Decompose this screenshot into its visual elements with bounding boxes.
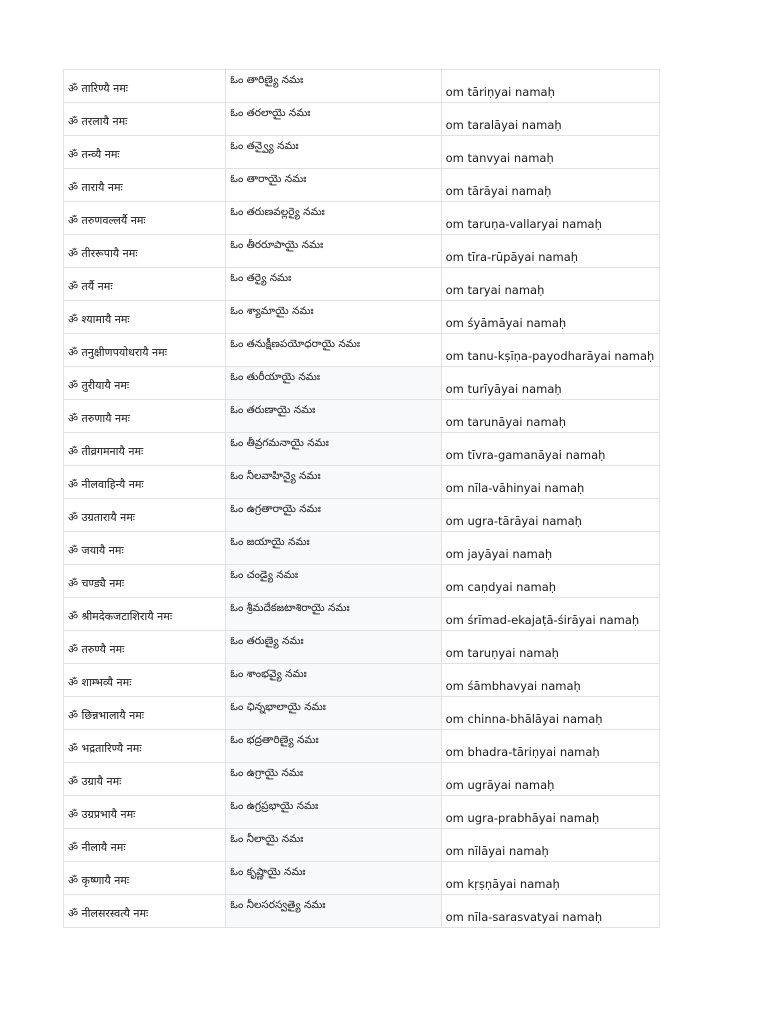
- transliteration-cell: [441, 400, 659, 433]
- devanagari-cell-text: ॐ उग्रप्रभायै नमः: [68, 808, 136, 821]
- transliteration-cell: [441, 235, 659, 268]
- telugu-cell: [226, 169, 441, 202]
- telugu-cell-text: ఓం కృష్ణాయై నమః: [230, 866, 306, 878]
- transliteration-cell: [441, 697, 659, 730]
- table-row: [64, 895, 660, 928]
- devanagari-cell: [64, 664, 226, 697]
- devanagari-cell: [64, 70, 226, 103]
- devanagari-cell-text: ॐ तनुक्षीणपयोधरायै नमः: [68, 346, 167, 359]
- telugu-cell: [226, 103, 441, 136]
- telugu-cell: [226, 268, 441, 301]
- table-row: [64, 664, 660, 697]
- devanagari-cell-text: ॐ तरलायै नमः: [68, 115, 128, 128]
- table-row: [64, 202, 660, 235]
- telugu-cell-text: ఓం తీవ్రగమనాయై నమః: [230, 437, 329, 449]
- telugu-cell-text: ఓం భద్రతారిణ్యై నమః: [230, 734, 319, 746]
- telugu-cell: [226, 301, 441, 334]
- devanagari-cell-text: ॐ शाम्भव्यै नमः: [68, 676, 132, 689]
- devanagari-cell: [64, 598, 226, 631]
- telugu-cell: [226, 70, 441, 103]
- transliteration-cell: [441, 466, 659, 499]
- devanagari-cell: [64, 103, 226, 136]
- transliteration-cell-text: om tīra-rūpāyai namaḥ: [445, 250, 579, 264]
- transliteration-cell: [441, 334, 659, 367]
- devanagari-cell-text: ॐ तरुणायै नमः: [68, 412, 130, 425]
- transliteration-cell: [441, 730, 659, 763]
- table-row: [64, 268, 660, 301]
- telugu-cell-text: ఓం శాంభవ్యై నమః: [230, 668, 307, 680]
- telugu-cell-text: ఓం నీలసరస్వత్యై నమః: [230, 899, 326, 911]
- transliteration-cell-text: om tāriṇyai namaḥ: [445, 85, 555, 99]
- transliteration-cell: [441, 136, 659, 169]
- table-row: [64, 301, 660, 334]
- devanagari-cell: [64, 631, 226, 664]
- telugu-cell: [226, 796, 441, 829]
- transliteration-cell: [441, 565, 659, 598]
- devanagari-cell-text: ॐ तरुण्यै नमः: [68, 643, 125, 656]
- table-row: [64, 862, 660, 895]
- telugu-cell-text: ఓం తన్వ్యై నమః: [230, 140, 299, 152]
- devanagari-cell: [64, 532, 226, 565]
- devanagari-cell: [64, 136, 226, 169]
- transliteration-cell: [441, 895, 659, 928]
- transliteration-cell-text: om turīyāyai namaḥ: [445, 382, 562, 396]
- transliteration-cell-text: om chinna-bhālāyai namaḥ: [445, 712, 603, 726]
- telugu-cell-text: ఓం ఛిన్నభాలాయై నమః: [230, 701, 326, 713]
- transliteration-cell-text: om tanvyai namaḥ: [445, 151, 554, 165]
- transliteration-cell: [441, 202, 659, 235]
- devanagari-cell-text: ॐ नीलायै नमः: [68, 841, 126, 854]
- telugu-cell: [226, 466, 441, 499]
- telugu-cell-text: ఓం శ్రీమదేకజటాశిరాయై నమః: [230, 602, 350, 614]
- telugu-cell-text: ఓం శ్యామాయై నమః: [230, 305, 314, 317]
- telugu-cell: [226, 598, 441, 631]
- transliteration-cell: [441, 763, 659, 796]
- transliteration-cell-text: om ugra-prabhāyai namaḥ: [445, 811, 600, 825]
- transliteration-cell: [441, 664, 659, 697]
- transliteration-cell-text: om taruṇa-vallaryai namaḥ: [445, 217, 602, 231]
- transliteration-cell-text: om śrīmad-ekajaṭā-śirāyai namaḥ: [445, 613, 640, 627]
- table-row: [64, 631, 660, 664]
- table-row: [64, 334, 660, 367]
- table-row: [64, 466, 660, 499]
- transliteration-cell-text: om jayāyai namaḥ: [445, 547, 553, 561]
- table-row: [64, 169, 660, 202]
- table-row: [64, 400, 660, 433]
- telugu-cell: [226, 730, 441, 763]
- devanagari-cell: [64, 433, 226, 466]
- telugu-cell-text: ఓం జయాయై నమః: [230, 536, 310, 548]
- transliteration-cell-text: om tārāyai namaḥ: [445, 184, 552, 198]
- devanagari-cell-text: ॐ उग्रायै नमः: [68, 775, 122, 788]
- devanagari-cell-text: ॐ उग्रतारायै नमः: [68, 511, 136, 524]
- devanagari-cell-text: ॐ चण्ड्यै नमः: [68, 577, 125, 590]
- telugu-cell: [226, 862, 441, 895]
- transliteration-cell: [441, 169, 659, 202]
- telugu-cell-text: ఓం ఉగ్రప్రభాయై నమః: [230, 800, 319, 812]
- table-row: [64, 565, 660, 598]
- devanagari-cell-text: ॐ तरुणवल्लर्यै नमः: [68, 214, 146, 227]
- telugu-cell-text: ఓం తారిణ్యై నమః: [230, 74, 304, 86]
- devanagari-cell: [64, 466, 226, 499]
- table-row: [64, 796, 660, 829]
- table-row: [64, 763, 660, 796]
- table-row: [64, 433, 660, 466]
- transliteration-cell-text: om śāmbhavyai namaḥ: [445, 679, 581, 693]
- telugu-cell: [226, 136, 441, 169]
- devanagari-cell-text: ॐ जयायै नमः: [68, 544, 124, 557]
- devanagari-cell-text: ॐ नीलवाहिन्यै नमः: [68, 478, 144, 491]
- transliteration-cell-text: om caṇdyai namaḥ: [445, 580, 557, 594]
- devanagari-cell-text: ॐ तारायै नमः: [68, 181, 123, 194]
- telugu-cell-text: ఓం తర్యై నమః: [230, 272, 292, 284]
- table-row: [64, 235, 660, 268]
- transliteration-cell: [441, 103, 659, 136]
- telugu-cell-text: ఓం ఉగ్రాయై నమః: [230, 767, 304, 779]
- names-table-body: [64, 70, 660, 928]
- transliteration-cell-text: om taralāyai namaḥ: [445, 118, 562, 132]
- telugu-cell: [226, 400, 441, 433]
- transliteration-cell: [441, 70, 659, 103]
- transliteration-cell-text: om nīla-vāhinyai namaḥ: [445, 481, 585, 495]
- telugu-cell-text: ఓం తరుణాయై నమః: [230, 404, 316, 416]
- devanagari-cell: [64, 400, 226, 433]
- telugu-cell-text: ఓం తారాయై నమః: [230, 173, 307, 185]
- devanagari-cell-text: ॐ तीररूपायै नमः: [68, 247, 138, 260]
- telugu-cell: [226, 631, 441, 664]
- telugu-cell-text: ఓం తరలాయై నమః: [230, 107, 311, 119]
- transliteration-cell: [441, 367, 659, 400]
- table-row: [64, 367, 660, 400]
- devanagari-cell: [64, 862, 226, 895]
- transliteration-cell-text: om tanu-kṣīṇa-payodharāyai namaḥ: [445, 349, 655, 363]
- table-row: [64, 70, 660, 103]
- devanagari-cell-text: ॐ कृष्णायै नमः: [68, 874, 130, 887]
- transliteration-cell: [441, 862, 659, 895]
- telugu-cell: [226, 202, 441, 235]
- telugu-cell: [226, 235, 441, 268]
- telugu-cell: [226, 697, 441, 730]
- devanagari-cell: [64, 499, 226, 532]
- devanagari-cell: [64, 202, 226, 235]
- transliteration-cell-text: om taruṇyai namaḥ: [445, 646, 559, 660]
- transliteration-cell: [441, 631, 659, 664]
- telugu-cell-text: ఓం తరుణ్యై నమః: [230, 635, 304, 647]
- transliteration-cell-text: om bhadra-tāriṇyai namaḥ: [445, 745, 600, 759]
- telugu-cell: [226, 532, 441, 565]
- telugu-cell: [226, 367, 441, 400]
- transliteration-cell: [441, 268, 659, 301]
- transliteration-cell-text: om kṛṣṇāyai namaḥ: [445, 877, 560, 891]
- devanagari-cell-text: ॐ तीव्रगमनायै नमः: [68, 445, 144, 458]
- telugu-cell: [226, 763, 441, 796]
- transliteration-cell: [441, 829, 659, 862]
- telugu-cell-text: ఓం నీలాయై నమః: [230, 833, 304, 845]
- devanagari-cell: [64, 169, 226, 202]
- telugu-cell: [226, 499, 441, 532]
- table-row: [64, 697, 660, 730]
- names-table: [63, 69, 660, 928]
- devanagari-cell: [64, 763, 226, 796]
- telugu-cell-text: ఓం తురీయాయై నమః: [230, 371, 320, 383]
- table-row: [64, 598, 660, 631]
- transliteration-cell-text: om taryai namaḥ: [445, 283, 545, 297]
- devanagari-cell-text: ॐ श्यामायै नमः: [68, 313, 130, 326]
- devanagari-cell: [64, 796, 226, 829]
- devanagari-cell-text: ॐ तुरीयायै नमः: [68, 379, 130, 392]
- telugu-cell-text: ఓం తనుక్షీణపయోధరాయై నమః: [230, 338, 360, 350]
- telugu-cell: [226, 565, 441, 598]
- telugu-cell: [226, 664, 441, 697]
- telugu-cell-text: ఓం ఉగ్రతారాయై నమః: [230, 503, 321, 515]
- transliteration-cell-text: om tīvra-gamanāyai namaḥ: [445, 448, 606, 462]
- devanagari-cell: [64, 235, 226, 268]
- devanagari-cell: [64, 895, 226, 928]
- telugu-cell-text: ఓం తరుణవల్లర్యై నమః: [230, 206, 325, 218]
- devanagari-cell-text: ॐ नीलसरस्वत्यै नमः: [68, 907, 149, 920]
- devanagari-cell: [64, 697, 226, 730]
- transliteration-cell: [441, 499, 659, 532]
- devanagari-cell: [64, 334, 226, 367]
- transliteration-cell: [441, 598, 659, 631]
- transliteration-cell-text: om tarunāyai namaḥ: [445, 415, 567, 429]
- table-row: [64, 103, 660, 136]
- telugu-cell-text: ఓం నీలవాహిన్యై నమః: [230, 470, 321, 482]
- transliteration-cell: [441, 433, 659, 466]
- transliteration-cell: [441, 301, 659, 334]
- devanagari-cell: [64, 730, 226, 763]
- devanagari-cell-text: ॐ तन्व्यै नमः: [68, 148, 120, 161]
- telugu-cell-text: ఓం చండ్యై నమః: [230, 569, 298, 581]
- table-row: [64, 829, 660, 862]
- devanagari-cell-text: ॐ तर्यै नमः: [68, 280, 113, 293]
- transliteration-cell: [441, 796, 659, 829]
- transliteration-cell: [441, 532, 659, 565]
- telugu-cell: [226, 433, 441, 466]
- devanagari-cell: [64, 367, 226, 400]
- devanagari-cell-text: ॐ छिन्नभालायै नमः: [68, 709, 145, 722]
- telugu-cell-text: ఓం తీరరూపాయై నమః: [230, 239, 324, 251]
- devanagari-cell: [64, 301, 226, 334]
- table-row: [64, 136, 660, 169]
- devanagari-cell: [64, 565, 226, 598]
- devanagari-cell-text: ॐ श्रीमदेकजटाशिरायै नमः: [68, 610, 173, 623]
- transliteration-cell-text: om nīlāyai namaḥ: [445, 844, 549, 858]
- table-row: [64, 532, 660, 565]
- devanagari-cell-text: ॐ तारिण्यै नमः: [68, 82, 129, 95]
- telugu-cell: [226, 334, 441, 367]
- transliteration-cell-text: om ugra-tārāyai namaḥ: [445, 514, 582, 528]
- table-row: [64, 499, 660, 532]
- transliteration-cell-text: om nīla-sarasvatyai namaḥ: [445, 910, 603, 924]
- telugu-cell: [226, 829, 441, 862]
- transliteration-cell-text: om ugrāyai namaḥ: [445, 778, 555, 792]
- transliteration-cell-text: om śyāmāyai namaḥ: [445, 316, 567, 330]
- table-row: [64, 730, 660, 763]
- telugu-cell: [226, 895, 441, 928]
- devanagari-cell: [64, 829, 226, 862]
- devanagari-cell-text: ॐ भद्रतारिण्यै नमः: [68, 742, 142, 755]
- devanagari-cell: [64, 268, 226, 301]
